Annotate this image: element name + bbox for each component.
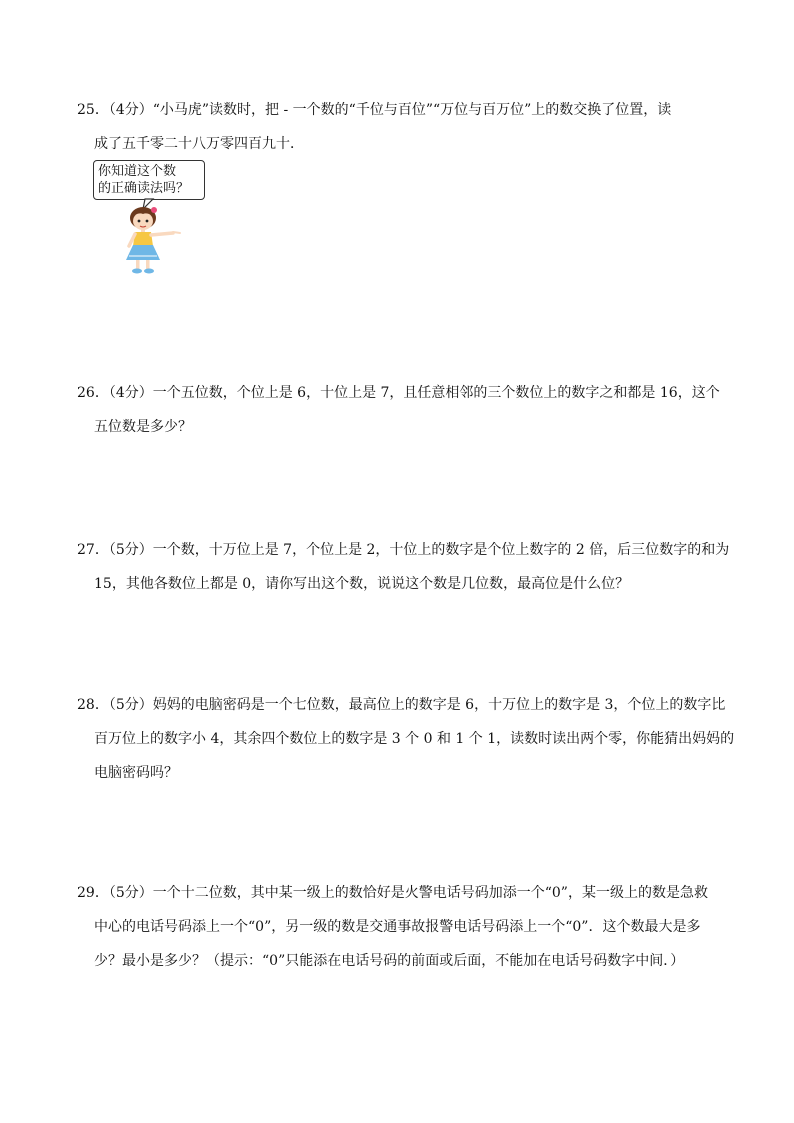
question-25-line-2: 成了五千零二十八万零四百九十．: [94, 136, 304, 152]
question-27: [77, 533, 730, 601]
question-28: [77, 688, 735, 790]
speech-bubble-line-1: 你知道这个数: [98, 164, 177, 179]
question-25-line-1: 25．（4分）“小马虎”读数时，把 - 一个数的“千位与百位”“万位与百万位”上的数交换了位置，读: [77, 102, 672, 118]
question-27-line-2: 15，其他各数位上都是 0，请你写出这个数，说说这个数是几位数，最高位是什么位？: [94, 576, 630, 592]
question-26-line-2: 五位数是多少？: [94, 419, 192, 435]
question-29-line-2: 中心的电话号码添上一个“0”，另一级的数是交通事故报警电话号码添上一个“0”．这个数最大是多: [94, 919, 701, 935]
question-27-line-1: 27．（5分）一个数，十万位上是 7，个位上是 2，十位上的数字是个位上数字的 2 倍，后三位数字的和为: [77, 542, 730, 558]
question-28-line-2: 百万位上的数字小 4，其余四个数位上的数字是 3 个 0 和 1 个 1，读数时读出两个零，你能猜出妈妈的: [94, 731, 735, 747]
question-29-line-3: 少？最小是多少？（提示：“0”只能添在电话号码的前面或后面，不能加在电话号码数字中间．）: [94, 953, 685, 969]
question-28-line-3: 电脑密码吗？: [94, 765, 178, 781]
question-25: [77, 93, 727, 161]
girl-icon: [93, 160, 215, 278]
question-26-line-1: 26．（4分）一个五位数，个位上是 6，十位上是 7，且任意相邻的三个数位上的数字之和都是 16，这个: [77, 385, 720, 401]
question-29: [77, 876, 727, 978]
question-26: [77, 376, 727, 444]
question-29-line-1: 29．（5分）一个十二位数，其中某一级上的数恰好是火警电话号码加添一个“0”，某一级上的数是急救: [77, 885, 708, 901]
question-28-line-1: 28．（5分）妈妈的电脑密码是一个七位数，最高位上的数字是 6，十万位上的数字是 3，个位上的数字比: [77, 697, 726, 713]
speech-bubble-line-2: 的正确读法吗？: [98, 181, 190, 196]
girl-illustration: [93, 160, 215, 278]
